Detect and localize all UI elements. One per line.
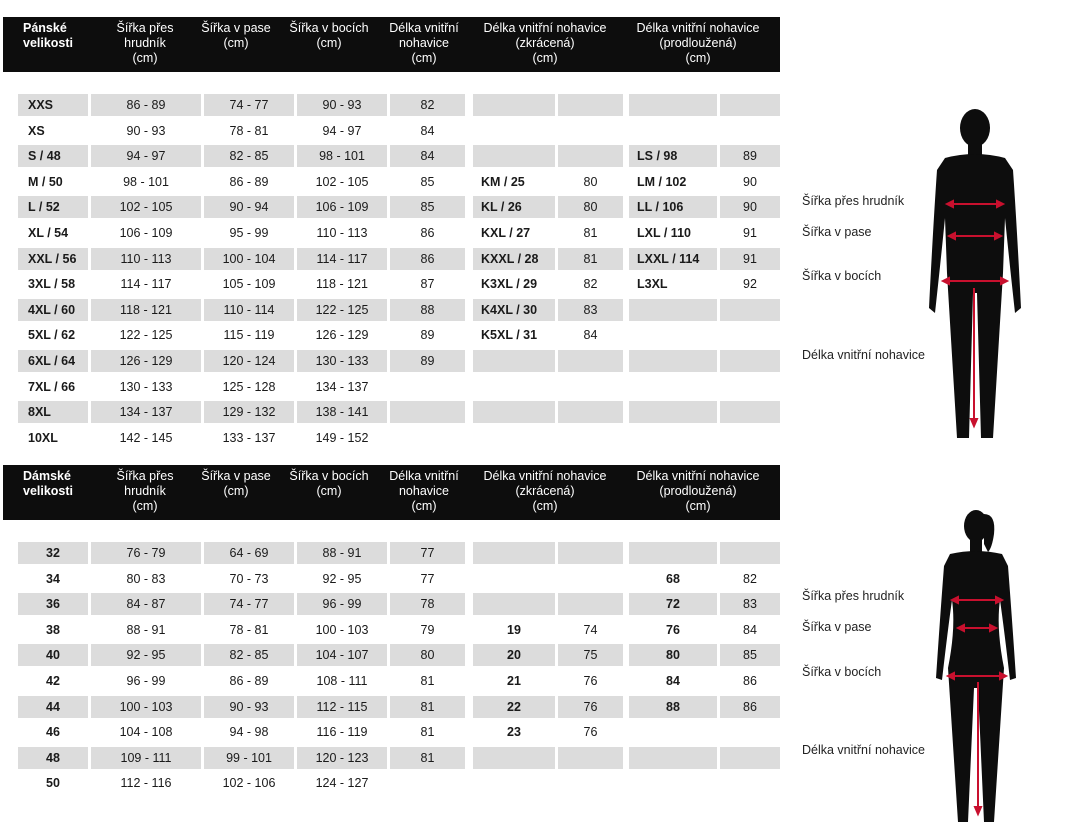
women-header-line: (zkrácená) [515, 484, 575, 498]
men-cell-chest: 142 - 145 [119, 430, 173, 445]
men-cell-long-val [720, 299, 780, 321]
men-cell-long: LS / 98 [629, 145, 717, 167]
men-cell-long: LXL / 110 [637, 226, 691, 240]
men-cell-waist: 86 - 89 [229, 174, 269, 189]
women-cell-long [629, 542, 717, 564]
women-cell-hips: 100 - 103 [315, 622, 369, 637]
men-cell-short [473, 401, 555, 423]
men-header-line: (zkrácená) [515, 36, 575, 50]
men-table-row [18, 248, 783, 270]
men-header-line: (cm) [223, 36, 249, 50]
men-cell-size: 5XL / 62 [28, 328, 76, 343]
men-cell-short-val: 80 [583, 174, 598, 189]
women-header-col-5 [465, 469, 625, 514]
men-header-line: (prodloužená) [659, 36, 737, 50]
women-cell-size: 32 [18, 542, 88, 564]
men-cell-inseam: 85 [390, 196, 465, 218]
women-cell-waist: 70 - 73 [229, 571, 269, 586]
men-cell-chest: 130 - 133 [119, 379, 173, 394]
men-cell-waist: 133 - 137 [222, 430, 276, 445]
women-table-row [18, 670, 783, 692]
men-cell-waist: 129 - 132 [204, 401, 294, 423]
men-cell-short-val: 84 [583, 328, 598, 343]
women-cell-inseam: 77 [390, 542, 465, 564]
women-cell-short: 23 [507, 725, 521, 740]
men-cell-waist: 74 - 77 [204, 94, 294, 116]
men-cell-size: 7XL / 66 [28, 379, 76, 394]
women-cell-long-val: 85 [720, 644, 780, 666]
men-table-row [18, 196, 783, 218]
women-label-waist: Šířka v pase [802, 620, 872, 634]
women-table-row [18, 593, 783, 615]
men-cell-chest: 106 - 109 [119, 226, 173, 240]
men-cell-size: L / 52 [18, 196, 88, 218]
men-cell-chest: 134 - 137 [91, 401, 201, 423]
men-header-line: Délka vnitřní nohavice [483, 21, 607, 35]
women-cell-waist: 99 - 101 [204, 747, 294, 769]
women-cell-short-val [558, 772, 623, 794]
women-header-line: Dámské [23, 469, 71, 483]
men-label-chest: Šířka přes hrudník [802, 194, 905, 208]
men-cell-short-val [558, 427, 623, 449]
men-cell-size: 8XL [18, 401, 88, 423]
men-cell-short-val: 82 [583, 277, 598, 292]
women-cell-hips: 116 - 119 [316, 725, 368, 740]
men-cell-hips: 122 - 125 [297, 299, 387, 321]
women-cell-inseam [390, 772, 465, 794]
men-table-row [18, 427, 783, 449]
women-cell-short-val: 75 [558, 644, 623, 666]
men-cell-short: KM / 25 [481, 174, 525, 189]
women-cell-long-val: 84 [743, 622, 757, 637]
men-cell-short-val: 80 [558, 196, 623, 218]
men-cell-short-val [558, 145, 623, 167]
women-header-line: Délka vnitřní [389, 469, 459, 483]
women-cell-waist: 90 - 93 [204, 696, 294, 718]
men-header-line: Šířka v pase [201, 21, 271, 35]
men-cell-hips: 134 - 137 [315, 379, 369, 394]
women-cell-short-val [558, 542, 623, 564]
women-cell-size: 44 [18, 696, 88, 718]
men-label-waist: Šířka v pase [802, 225, 872, 239]
men-cell-inseam: 89 [390, 350, 465, 372]
men-cell-short [473, 94, 555, 116]
men-cell-waist: 90 - 94 [204, 196, 294, 218]
women-cell-long: 88 [629, 696, 717, 718]
women-label-hips: Šířka v bocích [802, 665, 882, 679]
men-cell-long [629, 120, 717, 142]
women-cell-short-val [558, 568, 623, 590]
men-cell-long [629, 94, 717, 116]
men-cell-long [629, 401, 717, 423]
men-header-line: Šířka přes [116, 21, 174, 35]
men-cell-short: K4XL / 30 [473, 299, 555, 321]
men-table-row [18, 273, 783, 295]
women-cell-long: 76 [666, 622, 680, 637]
men-cell-inseam: 87 [420, 277, 435, 292]
women-cell-size: 38 [46, 622, 60, 637]
women-header-line: (prodloužená) [659, 484, 737, 498]
men-cell-size: 4XL / 60 [18, 299, 88, 321]
men-cell-long: LM / 102 [637, 174, 687, 189]
women-cell-long-val: 86 [720, 696, 780, 718]
men-cell-short-val: 81 [558, 248, 623, 270]
men-cell-size: 10XL [28, 430, 58, 445]
women-cell-chest: 100 - 103 [91, 696, 201, 718]
men-cell-waist: 95 - 99 [229, 226, 269, 240]
women-cell-inseam: 80 [390, 644, 465, 666]
women-cell-hips: 88 - 91 [297, 542, 387, 564]
men-cell-size: XL / 54 [28, 226, 69, 240]
women-cell-chest: 112 - 116 [120, 776, 172, 791]
women-table-row [18, 772, 783, 794]
men-cell-long: LXXL / 114 [629, 248, 717, 270]
women-cell-chest: 104 - 108 [119, 725, 173, 740]
women-cell-size: 34 [46, 571, 60, 586]
women-cell-size: 40 [18, 644, 88, 666]
men-cell-size: XXL / 56 [18, 248, 88, 270]
men-table-row [18, 401, 783, 423]
women-cell-long: 84 [666, 674, 680, 688]
men-cell-short-val [558, 120, 623, 142]
men-cell-long-val: 91 [720, 248, 780, 270]
men-cell-short: K3XL / 29 [481, 277, 538, 292]
women-cell-inseam: 79 [420, 622, 435, 637]
women-cell-short [473, 568, 555, 590]
men-cell-inseam [390, 376, 465, 398]
men-cell-chest: 86 - 89 [91, 94, 201, 116]
men-cell-long-val [720, 324, 780, 346]
women-cell-hips: 96 - 99 [297, 593, 387, 615]
men-table-row [18, 120, 783, 142]
women-cell-chest: 80 - 83 [126, 571, 166, 586]
women-header-line: hrudník [124, 484, 166, 498]
women-table-row [18, 644, 783, 666]
men-cell-long-val [720, 401, 780, 423]
men-cell-long-val [720, 120, 780, 142]
men-cell-waist: 82 - 85 [204, 145, 294, 167]
women-table-row [18, 696, 783, 718]
men-cell-long-val [720, 376, 780, 398]
men-header-line: (cm) [411, 51, 437, 65]
men-cell-short: KXL / 27 [481, 226, 531, 240]
women-cell-short: 21 [507, 674, 521, 688]
women-table-header [3, 465, 780, 520]
men-cell-short-val [558, 350, 623, 372]
men-header-line: (cm) [532, 51, 558, 65]
men-header-line: (cm) [316, 36, 342, 50]
men-cell-inseam: 88 [390, 299, 465, 321]
women-cell-short: 22 [473, 696, 555, 718]
men-cell-long-val: 91 [743, 226, 757, 240]
men-cell-inseam: 85 [420, 174, 435, 189]
men-cell-short: KXXL / 28 [473, 248, 555, 270]
men-cell-chest: 118 - 121 [91, 299, 201, 321]
men-cell-hips: 98 - 101 [297, 145, 387, 167]
men-cell-short [473, 376, 555, 398]
men-cell-hips: 94 - 97 [322, 123, 362, 138]
women-cell-short-val [558, 593, 623, 615]
women-header-line: (cm) [411, 499, 437, 513]
men-table-row [18, 324, 783, 346]
women-cell-short [473, 593, 555, 615]
women-cell-waist: 74 - 77 [204, 593, 294, 615]
women-cell-hips: 104 - 107 [297, 644, 387, 666]
men-cell-chest: 110 - 113 [91, 248, 201, 270]
men-label-hips: Šířka v bocích [802, 269, 882, 283]
men-cell-inseam [390, 427, 465, 449]
men-cell-long [629, 427, 717, 449]
men-cell-long-val: 90 [720, 196, 780, 218]
men-table-row [18, 94, 783, 116]
men-cell-waist: 120 - 124 [204, 350, 294, 372]
men-cell-size: XS [28, 123, 45, 138]
women-cell-size: 48 [18, 747, 88, 769]
men-cell-hips: 114 - 117 [297, 248, 387, 270]
women-header-line: Šířka v pase [201, 469, 271, 483]
men-cell-inseam: 86 [420, 226, 435, 240]
men-cell-long [629, 350, 717, 372]
women-header-line: (cm) [223, 484, 249, 498]
men-cell-hips: 126 - 129 [315, 328, 369, 343]
women-header-line: (cm) [532, 499, 558, 513]
men-header-line: velikosti [23, 36, 74, 50]
women-label-chest: Šířka přes hrudník [802, 589, 905, 603]
men-table-row [18, 171, 783, 193]
women-cell-chest: 76 - 79 [91, 542, 201, 564]
men-cell-hips: 138 - 141 [297, 401, 387, 423]
men-table-row [18, 222, 783, 244]
women-cell-size: 50 [46, 776, 60, 791]
men-header-line: (cm) [132, 51, 158, 65]
men-table-row [18, 350, 783, 372]
women-cell-hips: 120 - 123 [297, 747, 387, 769]
men-table-header [3, 17, 780, 72]
men-cell-short [473, 145, 555, 167]
women-cell-chest: 96 - 99 [126, 674, 166, 688]
men-cell-hips: 149 - 152 [315, 430, 369, 445]
women-cell-inseam: 81 [420, 725, 435, 740]
women-cell-long-val [720, 721, 780, 743]
men-header-col-6 [618, 21, 778, 66]
women-table-row [18, 619, 783, 641]
women-header-line: nohavice [398, 484, 450, 498]
men-table-row [18, 145, 783, 167]
female-silhouette-icon [932, 508, 1022, 826]
men-cell-short [473, 427, 555, 449]
men-cell-short-val: 83 [558, 299, 623, 321]
women-cell-long-val [720, 747, 780, 769]
women-cell-size: 42 [46, 674, 60, 688]
women-cell-long-val [720, 772, 780, 794]
women-cell-short [473, 542, 555, 564]
men-cell-long-val: 92 [743, 277, 757, 292]
women-cell-waist: 94 - 98 [229, 725, 269, 740]
women-cell-short: 20 [473, 644, 555, 666]
women-cell-waist: 82 - 85 [204, 644, 294, 666]
men-cell-inseam: 82 [390, 94, 465, 116]
women-cell-short-val: 76 [583, 725, 598, 740]
men-cell-chest: 102 - 105 [91, 196, 201, 218]
women-header-line: (cm) [316, 484, 342, 498]
men-cell-waist: 100 - 104 [204, 248, 294, 270]
women-cell-long-val [720, 542, 780, 564]
women-header-line: (cm) [685, 499, 711, 513]
men-cell-short [473, 350, 555, 372]
men-cell-long-val: 90 [743, 174, 757, 189]
women-cell-size: 46 [46, 725, 60, 740]
men-header-line: (cm) [685, 51, 711, 65]
men-header-line: Pánské [23, 21, 67, 35]
men-cell-waist: 115 - 119 [223, 328, 275, 343]
men-cell-chest: 122 - 125 [119, 328, 173, 343]
women-cell-hips: 124 - 127 [315, 776, 369, 791]
women-header-line: (cm) [132, 499, 158, 513]
men-cell-waist: 110 - 114 [204, 299, 294, 321]
women-header-line: Šířka v bocích [289, 469, 369, 483]
women-cell-short-val: 74 [583, 622, 598, 637]
women-header-line: Délka vnitřní nohavice [636, 469, 760, 483]
men-cell-size: 3XL / 58 [28, 277, 76, 292]
men-header-line: Délka vnitřní [389, 21, 459, 35]
women-cell-waist: 86 - 89 [229, 674, 269, 688]
women-cell-short-val [558, 747, 623, 769]
men-cell-hips: 90 - 93 [297, 94, 387, 116]
men-header-line: Šířka v bocích [289, 21, 369, 35]
women-cell-long [629, 772, 717, 794]
women-cell-waist: 78 - 81 [229, 622, 269, 637]
women-cell-short-val: 76 [558, 696, 623, 718]
men-label-inseam: Délka vnitřní nohavice [802, 348, 925, 362]
men-cell-inseam: 84 [420, 123, 435, 138]
women-header-col-6 [618, 469, 778, 514]
women-table-row [18, 542, 783, 564]
men-cell-waist: 78 - 81 [229, 123, 269, 138]
men-cell-size: 6XL / 64 [18, 350, 88, 372]
women-cell-waist: 64 - 69 [204, 542, 294, 564]
men-cell-long: L3XL [637, 277, 668, 292]
women-header-line: velikosti [23, 484, 74, 498]
men-header-line: nohavice [398, 36, 450, 50]
women-cell-inseam: 77 [420, 571, 435, 586]
women-cell-short-val: 76 [583, 674, 598, 688]
women-cell-chest: 88 - 91 [126, 622, 166, 637]
men-cell-waist: 105 - 109 [222, 277, 276, 292]
women-cell-long [629, 747, 717, 769]
women-table-row [18, 568, 783, 590]
men-cell-inseam [390, 401, 465, 423]
women-cell-inseam: 81 [390, 696, 465, 718]
women-cell-short [473, 772, 555, 794]
men-cell-chest: 94 - 97 [91, 145, 201, 167]
women-header-line: Šířka přes [116, 469, 174, 483]
women-cell-size: 36 [18, 593, 88, 615]
men-cell-short-val [558, 401, 623, 423]
women-table-row [18, 721, 783, 743]
women-cell-chest: 92 - 95 [91, 644, 201, 666]
men-cell-inseam: 89 [420, 328, 435, 343]
men-cell-chest: 98 - 101 [123, 174, 169, 189]
women-table-row [18, 747, 783, 769]
men-cell-size: M / 50 [28, 174, 63, 189]
men-cell-long: LL / 106 [629, 196, 717, 218]
women-cell-long: 72 [629, 593, 717, 615]
women-cell-inseam: 81 [420, 674, 435, 688]
men-cell-chest: 90 - 93 [126, 123, 166, 138]
women-cell-long [629, 721, 717, 743]
women-cell-hips: 108 - 111 [316, 674, 368, 688]
women-cell-chest: 109 - 111 [91, 747, 201, 769]
women-cell-waist: 102 - 106 [222, 776, 276, 791]
men-cell-short: KL / 26 [473, 196, 555, 218]
women-cell-chest: 84 - 87 [91, 593, 201, 615]
women-cell-long: 80 [629, 644, 717, 666]
men-cell-long-val [720, 350, 780, 372]
men-cell-long [629, 376, 717, 398]
men-cell-waist: 125 - 128 [222, 379, 276, 394]
men-cell-hips: 102 - 105 [315, 174, 369, 189]
men-cell-long-val [720, 427, 780, 449]
women-cell-short [473, 747, 555, 769]
women-cell-hips: 112 - 115 [297, 696, 387, 718]
women-cell-long: 68 [666, 571, 680, 586]
men-table-row [18, 376, 783, 398]
male-silhouette-icon [925, 108, 1025, 443]
women-cell-short: 19 [507, 622, 521, 637]
women-header-line: Délka vnitřní nohavice [483, 469, 607, 483]
men-cell-long [629, 324, 717, 346]
men-cell-long-val: 89 [720, 145, 780, 167]
men-cell-hips: 106 - 109 [297, 196, 387, 218]
men-cell-short-val: 81 [583, 226, 598, 240]
men-header-line: Délka vnitřní nohavice [636, 21, 760, 35]
men-cell-chest: 126 - 129 [91, 350, 201, 372]
men-cell-chest: 114 - 117 [120, 277, 172, 292]
men-header-line: hrudník [124, 36, 166, 50]
men-cell-long-val [720, 94, 780, 116]
men-cell-hips: 110 - 113 [316, 226, 368, 240]
men-cell-inseam: 84 [390, 145, 465, 167]
women-cell-inseam: 78 [390, 593, 465, 615]
men-cell-short-val [558, 376, 623, 398]
women-cell-hips: 92 - 95 [322, 571, 362, 586]
men-cell-size: S / 48 [18, 145, 88, 167]
men-cell-hips: 118 - 121 [316, 277, 368, 292]
women-cell-long-val: 82 [743, 571, 757, 586]
men-table-row [18, 299, 783, 321]
women-cell-long-val: 83 [720, 593, 780, 615]
men-cell-long [629, 299, 717, 321]
women-cell-inseam: 81 [390, 747, 465, 769]
men-cell-hips: 130 - 133 [297, 350, 387, 372]
women-cell-long-val: 86 [743, 674, 757, 688]
men-cell-short-val [558, 94, 623, 116]
men-cell-short: K5XL / 31 [481, 328, 538, 343]
men-cell-short [473, 120, 555, 142]
men-cell-size: XXS [18, 94, 88, 116]
men-header-col-5 [465, 21, 625, 66]
men-cell-inseam: 86 [390, 248, 465, 270]
women-label-inseam: Délka vnitřní nohavice [802, 743, 925, 757]
